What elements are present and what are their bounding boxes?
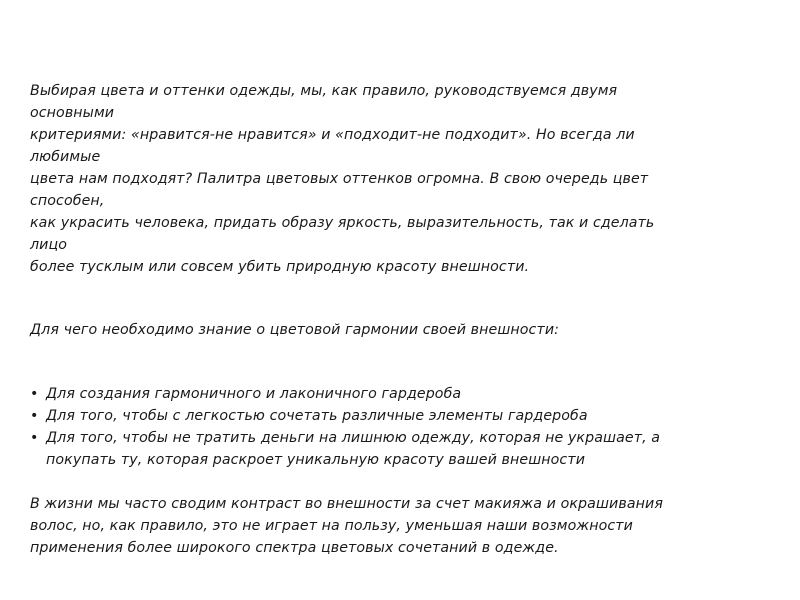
conclusion-line: В жизни мы часто сводим контраст во внешности за счет макияжа и окрашивания bbox=[30, 496, 663, 512]
intro-line: более тусклым или совсем убить природную красоту внешности. bbox=[30, 259, 530, 275]
bullet-icon: • bbox=[30, 386, 39, 402]
intro-line: способен, bbox=[30, 193, 105, 209]
intro-paragraph bbox=[30, 80, 760, 278]
conclusion-paragraph bbox=[30, 493, 760, 559]
list-item-text: Для того, чтобы не тратить деньги на лишнюю одежду, которая не украшает, а bbox=[46, 430, 661, 446]
bullet-icon: • bbox=[30, 430, 39, 446]
intro-line: Выбирая цвета и оттенки одежды, мы, как правило, руководствуемся двумя bbox=[30, 83, 618, 99]
intro-line: основными bbox=[30, 105, 115, 121]
conclusion-line: волос, но, как правило, это не играет на пользу, уменьшая наши возможности bbox=[30, 518, 633, 534]
conclusion-line: применения более широкого спектра цветовых сочетаний в одежде. bbox=[30, 540, 559, 556]
list-item bbox=[30, 405, 760, 427]
list-item-text: Для того, чтобы с легкостью сочетать различные элементы гардероба bbox=[46, 408, 588, 424]
intro-line: лицо bbox=[30, 237, 68, 253]
intro-line: как украсить человека, придать образу яркость, выразительность, так и сделать bbox=[30, 215, 655, 231]
list-item-text: Для создания гармоничного и лаконичного гардероба bbox=[46, 386, 462, 402]
list-item bbox=[30, 383, 760, 405]
list-item-text: покупать ту, которая раскроет уникальную красоту вашей внешности bbox=[46, 452, 586, 468]
question-heading bbox=[30, 319, 760, 341]
question-text: Для чего необходимо знание о цветовой гармонии своей внешности: bbox=[30, 322, 560, 338]
intro-line: любимые bbox=[30, 149, 101, 165]
intro-line: цвета нам подходят? Палитра цветовых оттенков огромна. В свою очередь цвет bbox=[30, 171, 649, 187]
bullet-icon: • bbox=[30, 408, 39, 424]
reasons-list bbox=[30, 383, 760, 471]
intro-line: критериями: «нравится-не нравится» и «подходит-не подходит». Но всегда ли bbox=[30, 127, 635, 143]
list-item bbox=[30, 427, 760, 471]
